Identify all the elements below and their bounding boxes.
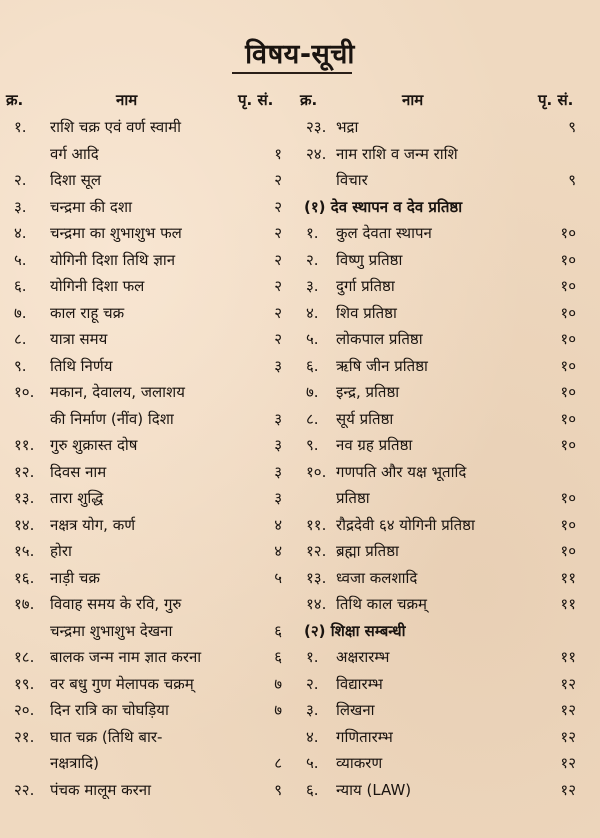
entry-page: ३ xyxy=(274,462,282,481)
entry-name: मकान, देवालय, जलाशय xyxy=(50,383,185,401)
entry-page: ६ xyxy=(274,621,282,640)
toc-entry xyxy=(300,167,596,194)
entry-name: होरा xyxy=(50,542,72,560)
entry-page: १ xyxy=(274,144,282,163)
entry-number: ५. xyxy=(306,330,319,348)
entry-number: ११. xyxy=(14,436,35,454)
entry-page: ११ xyxy=(560,648,576,666)
entry-name: ध्वजा कलशादि xyxy=(336,568,418,587)
entry-number: ९. xyxy=(306,436,319,454)
toc-entry xyxy=(6,644,296,671)
toc-list-left xyxy=(6,114,296,803)
title-underline xyxy=(232,72,352,74)
toc-entry xyxy=(6,512,296,539)
toc-entry xyxy=(300,273,596,300)
entry-number: ६. xyxy=(306,356,319,375)
toc-entry xyxy=(300,326,596,353)
entry-page: १२ xyxy=(560,754,576,772)
toc-entry xyxy=(6,459,296,486)
entry-page: ९ xyxy=(568,118,576,136)
entry-name: गणपति और यक्ष भूतादि xyxy=(336,462,467,481)
entry-number: ७. xyxy=(14,303,27,322)
entry-page: ३ xyxy=(274,489,282,507)
entry-number: ३. xyxy=(14,197,27,216)
toc-entry xyxy=(300,724,596,751)
entry-name: भद्रा xyxy=(336,118,359,136)
entry-page: १० xyxy=(560,224,576,242)
entry-number: १९. xyxy=(14,674,35,693)
entry-page: १० xyxy=(560,515,576,534)
toc-entry xyxy=(6,750,296,777)
entry-page: १२ xyxy=(560,701,576,719)
toc-entry xyxy=(6,432,296,459)
entry-number: २१. xyxy=(14,727,35,746)
toc-entry xyxy=(6,565,296,592)
entry-number: ३. xyxy=(306,701,319,719)
entry-name: चन्द्रमा का शुभाशुभ फल xyxy=(50,224,182,242)
entry-name: वर बधु गुण मेलापक चक्रम् xyxy=(50,674,194,693)
toc-entry xyxy=(6,114,296,141)
entry-name: नव ग्रह प्रतिष्ठा xyxy=(336,436,413,454)
toc-entry xyxy=(300,300,596,327)
toc-entry xyxy=(6,538,296,565)
toc-entry xyxy=(6,485,296,512)
toc-entry xyxy=(300,538,596,565)
entry-number: ७. xyxy=(306,383,319,401)
entry-page: २ xyxy=(274,171,282,189)
entry-number: १७. xyxy=(14,595,35,613)
entry-page: ११ xyxy=(560,595,576,613)
entry-name: पंचक मालूम करना xyxy=(50,780,151,799)
toc-entry xyxy=(300,671,596,698)
entry-page: ११ xyxy=(560,568,576,587)
entry-number: १२. xyxy=(306,542,327,560)
entry-number: ८. xyxy=(306,409,319,428)
toc-entry xyxy=(300,379,596,406)
entry-name: राशि चक्र एवं वर्ण स्वामी xyxy=(50,118,181,136)
entry-name: शिव प्रतिष्ठा xyxy=(336,303,397,322)
toc-column-right xyxy=(300,88,596,803)
entry-page: २ xyxy=(274,303,282,322)
entry-page: २ xyxy=(274,197,282,216)
header-name: नाम xyxy=(116,91,138,109)
header-name: नाम xyxy=(402,91,424,109)
entry-page: १० xyxy=(560,356,576,375)
entry-number: २. xyxy=(306,250,319,269)
entry-name: रौद्रदेवी ६४ योगिनी प्रतिष्ठा xyxy=(336,515,475,534)
toc-entry xyxy=(6,247,296,274)
entry-number: १०. xyxy=(306,462,327,481)
header-page: पृ. सं. xyxy=(538,91,574,109)
toc-entry xyxy=(300,432,596,459)
entry-page: ९ xyxy=(568,171,576,189)
entry-page: ७ xyxy=(274,701,282,719)
entry-name: ब्रह्मा प्रतिष्ठा xyxy=(336,542,399,560)
entry-name: दिशा सूल xyxy=(50,171,102,189)
toc-entry xyxy=(6,697,296,724)
entry-page: १० xyxy=(560,277,576,295)
entry-name: काल राहू चक्र xyxy=(50,303,125,322)
toc-entry xyxy=(300,565,596,592)
entry-name: प्रतिष्ठा xyxy=(336,489,370,507)
toc-entry xyxy=(300,485,596,512)
entry-page: १० xyxy=(560,489,576,507)
entry-number: २२. xyxy=(14,780,35,799)
column-header xyxy=(6,88,296,114)
entry-number: २. xyxy=(14,171,27,189)
toc-entry xyxy=(300,220,596,247)
entry-name: विचार xyxy=(336,171,368,189)
entry-page: २ xyxy=(274,330,282,348)
entry-number: १६. xyxy=(14,568,35,587)
entry-name: दिन रात्रि का चोघड़िया xyxy=(50,701,169,719)
toc-entry xyxy=(300,697,596,724)
entry-name: दिवस नाम xyxy=(50,462,107,481)
toc-entry xyxy=(6,167,296,194)
entry-name: बालक जन्म नाम ज्ञात करना xyxy=(50,648,202,666)
entry-number: ४. xyxy=(306,303,319,322)
toc-entry xyxy=(300,591,596,618)
entry-name: लोकपाल प्रतिष्ठा xyxy=(336,330,423,348)
entry-name: घात चक्र (तिथि बार- xyxy=(50,727,163,746)
entry-number: ५. xyxy=(306,754,319,772)
entry-page: १० xyxy=(560,542,576,560)
entry-number: ६. xyxy=(14,277,27,295)
entry-name: योगिनी दिशा तिथि ज्ञान xyxy=(50,250,176,269)
page-title: विषय-सूची xyxy=(245,39,355,70)
toc-section-heading xyxy=(300,618,596,645)
entry-page: २ xyxy=(274,224,282,242)
toc-entry xyxy=(300,247,596,274)
toc-entry xyxy=(6,724,296,751)
toc-entry xyxy=(300,750,596,777)
entry-page: ८ xyxy=(274,754,282,772)
entry-page: ३ xyxy=(274,356,282,375)
entry-number: १४. xyxy=(306,595,327,613)
entry-page: १० xyxy=(560,330,576,348)
entry-number: ६. xyxy=(306,780,319,799)
toc-entry xyxy=(6,300,296,327)
toc-entry xyxy=(6,220,296,247)
column-header xyxy=(300,88,596,114)
entry-number: ५. xyxy=(14,250,27,269)
entry-name: ऋषि जीन प्रतिष्ठा xyxy=(336,356,428,375)
entry-name: तिथि काल चक्रम् xyxy=(336,595,428,613)
entry-name: नाड़ी चक्र xyxy=(50,568,100,587)
entry-name: चन्द्रमा की दशा xyxy=(50,197,132,216)
toc-entry xyxy=(300,114,596,141)
toc-entry xyxy=(6,273,296,300)
entry-page: ३ xyxy=(274,436,282,454)
entry-number: १४. xyxy=(14,515,35,534)
toc-entry xyxy=(6,141,296,168)
entry-page: ५ xyxy=(274,568,282,587)
toc-entry xyxy=(300,353,596,380)
entry-page: ९ xyxy=(274,780,282,799)
entry-number: २०. xyxy=(14,701,35,719)
entry-number: १५. xyxy=(14,542,35,560)
toc-column-left xyxy=(6,88,296,803)
entry-number: १३. xyxy=(14,489,35,507)
toc-entry xyxy=(6,591,296,618)
entry-name: वर्ग आदि xyxy=(50,144,99,163)
toc-entry xyxy=(300,141,596,168)
entry-page: २ xyxy=(274,250,282,269)
entry-number: १३. xyxy=(306,568,327,587)
entry-name: नक्षत्रादि) xyxy=(50,754,99,772)
entry-name: योगिनी दिशा फल xyxy=(50,277,145,295)
entry-number: १. xyxy=(14,118,27,136)
entry-name: (१) देव स्थापन व देव प्रतिष्ठा xyxy=(304,197,463,216)
header-number: क्र. xyxy=(300,91,318,109)
entry-page: ६ xyxy=(274,648,282,666)
entry-page: १० xyxy=(560,250,576,269)
entry-number: ९. xyxy=(14,356,27,375)
entry-number: १. xyxy=(306,648,319,666)
entry-page: १० xyxy=(560,303,576,322)
entry-name: इन्द्र, प्रतिष्ठा xyxy=(336,383,400,401)
entry-number: २३. xyxy=(306,118,327,136)
entry-name: की निर्माण (नींव) दिशा xyxy=(50,409,174,428)
entry-number: १. xyxy=(306,224,319,242)
entry-number: ४. xyxy=(14,224,27,242)
entry-name: विद्यारम्भ xyxy=(336,674,383,693)
entry-name: व्याकरण xyxy=(336,754,383,772)
entry-number: २. xyxy=(306,674,319,693)
entry-name: लिखना xyxy=(336,701,375,719)
toc-entry xyxy=(6,618,296,645)
entry-name: नक्षत्र योग, कर्ण xyxy=(50,515,136,534)
toc-entry xyxy=(6,379,296,406)
entry-number: १८. xyxy=(14,648,35,666)
entry-page: १२ xyxy=(560,674,576,693)
entry-name: सूर्य प्रतिष्ठा xyxy=(336,409,394,428)
entry-number: ४. xyxy=(306,727,319,746)
entry-page: ७ xyxy=(274,674,282,693)
entry-name: तिथि निर्णय xyxy=(50,356,113,375)
entry-page: १२ xyxy=(560,780,576,799)
entry-name: न्याय (LAW) xyxy=(336,780,412,799)
header-number: क्र. xyxy=(6,91,24,109)
entry-number: ८. xyxy=(14,330,27,348)
toc-entry xyxy=(300,777,596,804)
toc-entry xyxy=(300,644,596,671)
entry-name: कुल देवता स्थापन xyxy=(336,224,432,242)
entry-page: ४ xyxy=(274,542,282,560)
toc-entry xyxy=(300,406,596,433)
entry-number: ३. xyxy=(306,277,319,295)
entry-number: ११. xyxy=(306,515,327,534)
entry-name: यात्रा समय xyxy=(50,330,108,348)
entry-name: विष्णु प्रतिष्ठा xyxy=(336,250,403,269)
header-page: पृ. सं. xyxy=(238,91,274,109)
entry-number: १०. xyxy=(14,383,35,401)
toc-entry xyxy=(6,777,296,804)
toc-entry xyxy=(6,353,296,380)
toc-entry xyxy=(6,326,296,353)
entry-page: १२ xyxy=(560,727,576,746)
entry-name: गणितारम्भ xyxy=(336,727,393,746)
entry-name: दुर्गा प्रतिष्ठा xyxy=(336,277,395,295)
entry-page: १० xyxy=(560,409,576,428)
toc-entry xyxy=(300,459,596,486)
entry-page: ३ xyxy=(274,409,282,428)
entry-number: १२. xyxy=(14,462,35,481)
entry-name: चन्द्रमा शुभाशुभ देखना xyxy=(50,621,173,640)
entry-name: तारा शुद्धि xyxy=(50,489,104,507)
entry-name: गुरु शुक्रास्त दोष xyxy=(50,436,138,454)
entry-page: ४ xyxy=(274,515,282,534)
entry-number: २४. xyxy=(306,144,327,163)
toc-entry xyxy=(6,194,296,221)
toc-section-heading xyxy=(300,194,596,221)
entry-page: १० xyxy=(560,436,576,454)
toc-entry xyxy=(6,406,296,433)
entry-name: नाम राशि व जन्म राशि xyxy=(336,144,458,163)
toc-list-right xyxy=(300,114,596,803)
toc-entry xyxy=(300,512,596,539)
entry-page: १० xyxy=(560,383,576,401)
entry-name: (२) शिक्षा सम्बन्धी xyxy=(304,621,406,640)
entry-page: २ xyxy=(274,277,282,295)
toc-entry xyxy=(6,671,296,698)
entry-name: अक्षरारम्भ xyxy=(336,648,390,666)
entry-name: विवाह समय के रवि, गुरु xyxy=(50,595,182,613)
